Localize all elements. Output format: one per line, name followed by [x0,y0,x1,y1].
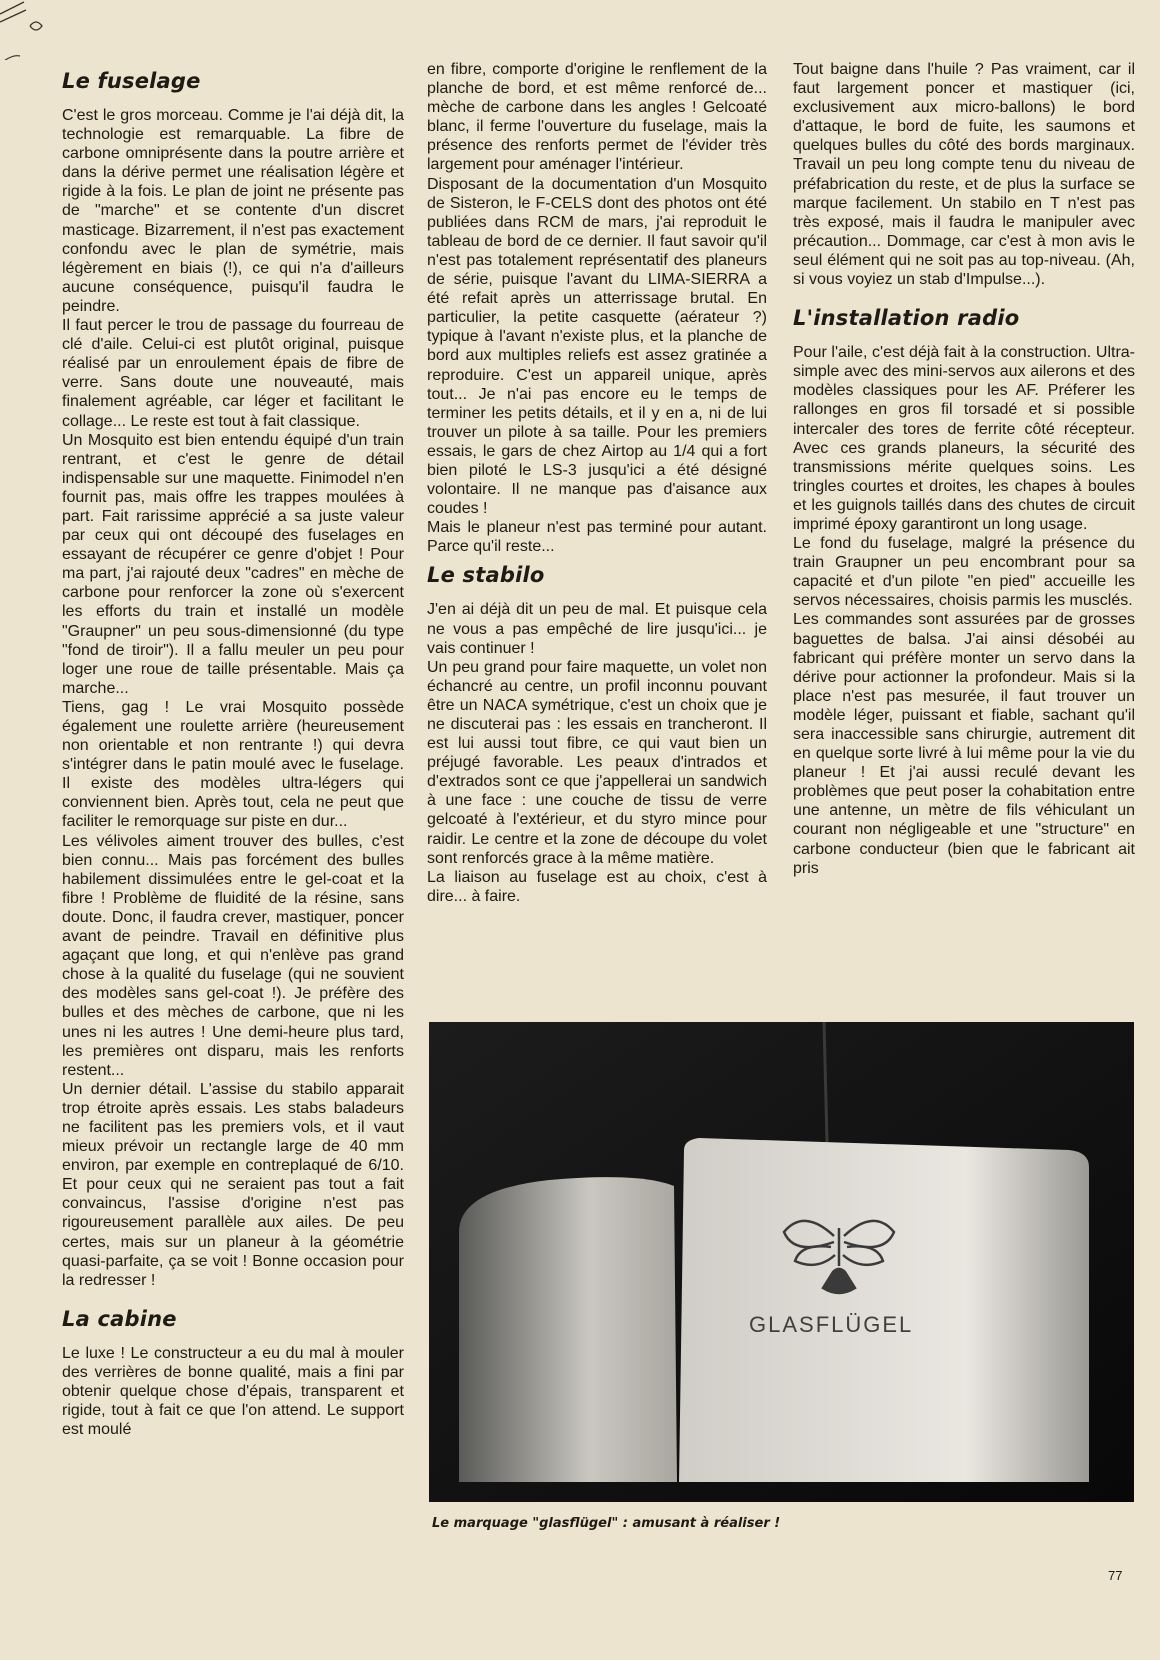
photo-glasflugel-marking [429,1022,1134,1502]
paragraph: Il faut percer le trou de passage du fourreau de clé d'aile. Celui-ci est plutôt original, puisque réalisé par un enroulement épais de fibre de verre. Sans doute une nouveauté, mais finalement agréable, car léger et facilitant le collage... Le reste est tout à fait classique. [62,317,404,430]
figure-caption: Le marquage "glasflügel" : amusant à réaliser ! [432,1516,781,1531]
paragraph: en fibre, comporte d'origine le renflement de la planche de bord, et est même renforcé de... mèche de carbone dans les angles ! Gelcoaté blanc, il ferme l'ouverture du fuselage, mais la présence des renforts permet de l'évider très largement pour aménager l'intérieur. [427,61,767,174]
column-2 [427,60,767,906]
column-1 [62,62,404,1439]
heading-fuselage: Le fuselage [62,69,201,93]
paragraph: La liaison au fuselage est au choix, c'est à dire... à faire. [427,868,767,905]
paragraph: Disposant de la documentation d'un Mosquito de Sisteron, le F-CELS dont des photos ont été publiées dans RCM de mars, j'ai reproduit le tableau de bord de ce dernier. Il faut savoir qu'il n'est pas totalement représentatif des planeurs de série, puisque l'avant du LIMA-SIERRA a été refait après un atterrissage brutal. En particulier, la petite casquette (aérateur ?) typique à l'avant n'existe plus, et la planche de bord aux multiples reliefs est assez gratinée a reproduire. C'est un appareil unique, après tout... Je n'ai pas encore eu le temps de terminer les petits détails, et il y en a, ni de lui trouver un pilote à sa taille. Pour les premiers essais, le gars de chez Airtop au 1/4 qui a fort bien piloté le LS-3 jusqu'ici a été désigné volontaire. Il ne manque pas d'aisance aux coudes ! [427,175,767,518]
paragraph: Un Mosquito est bien entendu équipé d'un train rentrant, et c'est le genre de détail indispensable sur une maquette. Finimodel n'en fournit pas, mais offre les trappes moulées à part. Fait rarissime apprécié a sa juste valeur par ceux qui ont découpé des fuselages en essayant de récupérer ce genre d'objet ! Pour ma part, j'ai rajouté deux "cadres" en mèche de carbone pour renforcer la zone où s'exercent les efforts du train et installé un modèle "Graupner" un peu sous-dimensionné (du type "fond de tiroir"). Il a fallu meuler un peu pour loger une roue de taille présentable. Mais ça marche... [62,431,404,697]
paragraph: Mais le planeur n'est pas terminé pour autant. Parce qu'il reste... [427,519,767,556]
paragraph: Les vélivoles aiment trouver des bulles, c'est bien connu... Mais pas forcément des bulles habilement dissimulées entre le gel-coat et la fibre ! Problème de fluidité de la résine, sans doute. Donc, il faudra crever, mastiquer, poncer avant de peindre. Travail en définitive plus agaçant que long, et qui n'enlève pas grand chose à la qualité du fuselage (qui ne souvient des modèles sans gel-coat !). Je préfère des bulles et des mèches de carbone, que ni les unes ni les autres ! Une demi-heure plus tard, les premières ont disparu, mais les renforts restent... [62,832,404,1079]
paragraph: Tiens, gag ! Le vrai Mosquito possède également une roulette arrière (heureusement non orientable et non rentrante !) qui devra s'intégrer dans le patin moulé avec le fuselage. Il existe des modèles ultra-légers qui conviennent bien. Après tout, cela ne peut que faciliter le remorquage sur piste en dur... [62,698,404,831]
column-3 [793,60,1135,878]
heading-installation-radio: L'installation radio [793,306,1020,331]
paragraph: Un peu grand pour faire maquette, un volet non échancré au centre, un profil inconnu pouvant être un NACA symétrique, c'est un choix que je ne discuterai pas : les essais en trancheront. Il est lui aussi tout fibre, ce qui vaut bien un préjugé favorable. Les peaux d'intrados et d'extrados sont ce que j'appellerai un sandwich à une face : une couche de tissu de verre gelcoaté à l'extérieur, et du styro mince pour raidir. Le centre et la zone de découpe du volet sont renforcés grace à la même matière. [427,658,767,867]
page-number: 77 [1108,1568,1123,1583]
paragraph: Le luxe ! Le constructeur a eu du mal à mouler des verrières de bonne qualité, mais a fini par obtenir quelque chose d'épais, transparent et rigide, tout à fait ce que l'on attend. Le support est moulé [62,1344,404,1439]
heading-cabine: La cabine [62,1306,177,1331]
paragraph: Les commandes sont assurées par de grosses baguettes de balsa. J'ai ainsi désobéi au fabricant qui préfère monter un servo dans la dérive pour actionner la profondeur. Mais si la place n'est pas mesurée, il faut trouver un modèle léger, puissant et fiable, sachant qu'il sera inaccessible sans chirurgie, autrement dit en quelque sorte livré à lui même pour la vie du planeur ! Et j'ai aussi reculé devant les problèmes que peut poser la cohabitation entre une antenne, un mètre de fils véhiculant un courant non négligeable et une "structure" en carbone conducteur (bien que le fabricant ait pris [793,611,1135,877]
paragraph: C'est le gros morceau. Comme je l'ai déjà dit, la technologie est remarquable. La fibre de carbone omniprésente dans la poutre arrière et dans la dérive permet une réalisation légère et rigide à la fois. Le plan de joint ne présente pas de "marche" et se contente d'un discret masticage. Bizarrement, il n'est pas exactement confondu avec le plan de symétrie, mais légèrement en biais (!), ce qui n'a d'ailleurs aucune conséquence, puisqu'il faudra le peindre. [62,107,404,315]
paragraph: Tout baigne dans l'huile ? Pas vraiment, car il faut largement poncer et mastiquer (ici, exclusivement aux micro-ballons) le bord d'attaque, le bord de fuite, les saumons et quelques bulles du côté des bords marginaux. Travail un peu long compte tenu du niveau de préfabrication du reste, et de plus la surface se marque facilement. Un stabilo en T n'est pas très exposé, mais il faudra le manipuler avec précaution... Dommage, car c'est à mon avis le seul élément qui ne soit pas au top-niveau. (Ah, si vous voyiez un stab d'Impulse...). [793,61,1135,289]
paragraph: Le fond du fuselage, malgré la présence du train Graupner un peu encombrant pour sa capacité et d'un pilote "en pied" accueille les servos nécessaires, choisis parmis les musclés. [793,535,1135,610]
corner-scribble [0,0,60,60]
logo-text: GLASFLÜGEL [749,1312,914,1337]
paragraph: Pour l'aile, c'est déjà fait à la construction. Ultra-simple avec des mini-servos aux ailerons et des modèles classiques pour les AF. Préferer les rallonges en gros fil torsadé et si possible intercaler des tores de ferrite côté récepteur. Avec ces grands planeurs, la sécurité des transmissions mérite quelques soins. Les tringles courtes et droites, les chapes à boules et les guignols taillés dans des chutes de circuit imprimé époxy garantiront un long usage. [793,344,1135,533]
heading-stabilo: Le stabilo [427,563,545,588]
paragraph: J'en ai déjà dit un peu de mal. Et puisque cela ne vous a pas empêché de lire jusqu'ici... je vais continuer ! [427,601,767,657]
paragraph: Un dernier détail. L'assise du stabilo apparait trop étroite après essais. Les stabs baladeurs ne facilitent pas les premiers vols, et il vaut mieux prévoir un rectangle large de 40 mm environ, par exemple en contreplaqué de 6/10. Et pour ceux qui ne seraient pas tout a fait convaincus, l'assise d'origine n'est pas rigoureusement parallèle aux ailes. De peu certes, mais sur un planeur à la géométrie quasi-parfaite, ça se voit ! Bonne occasion pour la redresser ! [62,1080,404,1289]
